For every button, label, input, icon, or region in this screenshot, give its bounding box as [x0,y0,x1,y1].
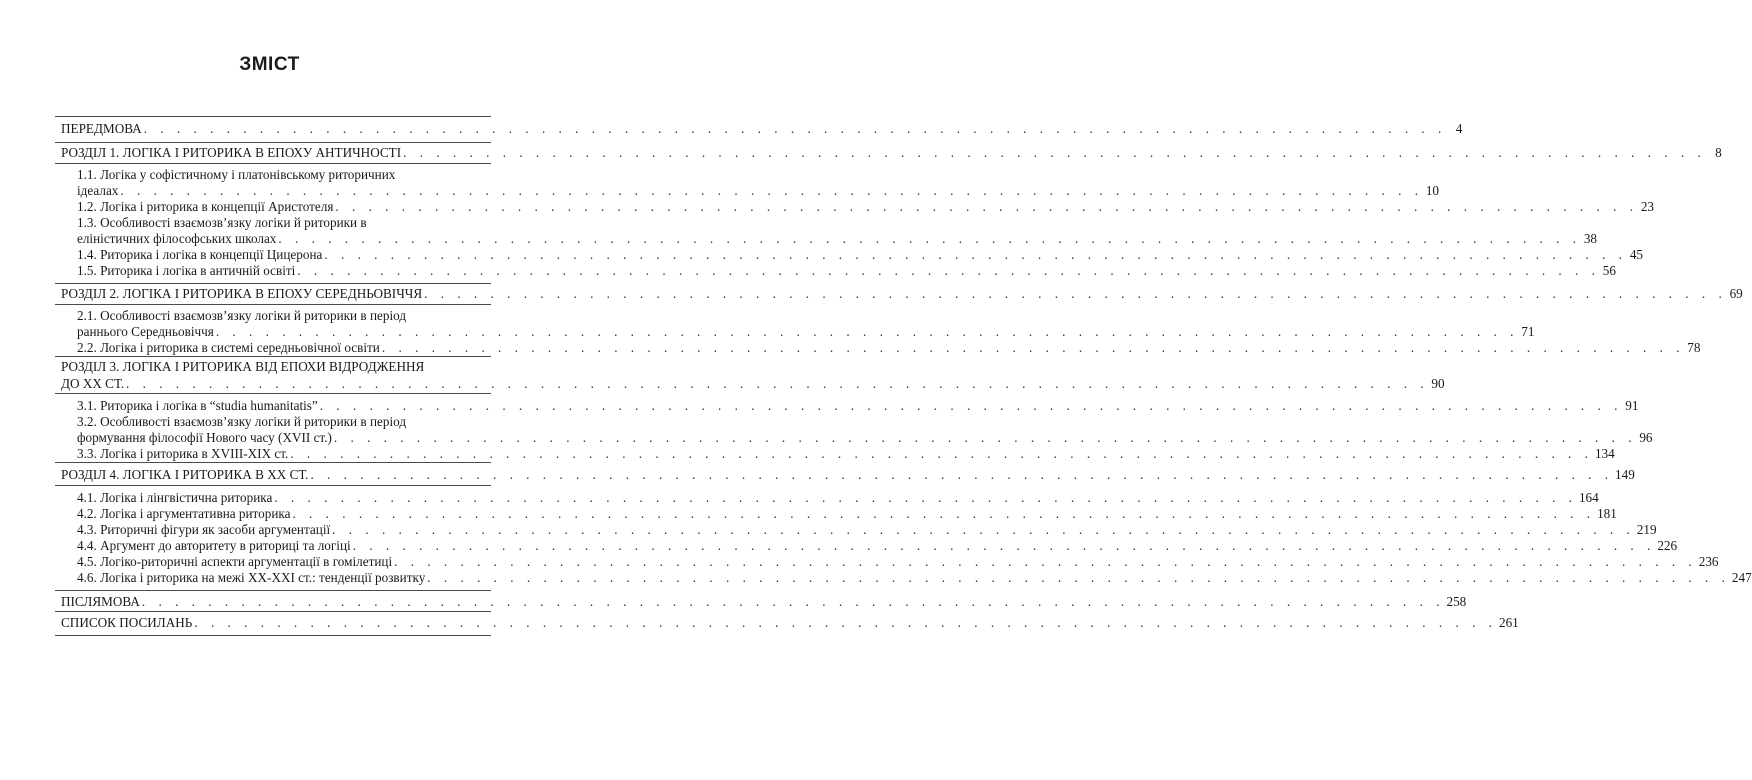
toc-entry-chapter-1[interactable] [61,145,1722,161]
toc-page-number: 261 [1498,615,1519,630]
toc-entry-2-1-line1[interactable]: 2.1. Особливості взаємозв’язку логіки й риторики в період [77,308,407,323]
dot-leader: . . . . . . . . . . . . . . . . . . . . . . . . . . . . . . . . . . . . . . . . . . . . . . . . . . . . . . . . . . . . . . . . . . . . . . . . . . . . . . . [335,199,1638,214]
dot-leader: . . . . . . . . . . . . . . . . . . . . . . . . . . . . . . . . . . . . . . . . . . . . . . . . . . . . . . . . . . . . . . . . . . . . . . . . . . . . . . . [274,490,1577,505]
toc-page-number: 71 [1521,324,1535,339]
dot-leader: . . . . . . . . . . . . . . . . . . . . . . . . . . . . . . . . . . . . . . . . . . . . . . . . . . . . . . . . . . . . . . . . . . . . . . . . . . . . . . . [427,570,1730,585]
dot-leader: . . . . . . . . . . . . . . . . . . . . . . . . . . . . . . . . . . . . . . . . . . . . . . . . . . . . . . . . . . . . . . . . . . . . . . . . . . . . . . . [394,554,1697,569]
toc-entry-1-5[interactable] [77,263,1616,279]
dot-leader: . . . . . . . . . . . . . . . . . . . . . . . . . . . . . . . . . . . . . . . . . . . . . . . . . . . . . . . . . . . . . . . . . . . . . . . . . . . . . . . [290,446,1593,461]
toc-entry-title: 4.1. Логіка і лінгвістична риторика [77,490,273,505]
toc-entry-3-2[interactable] [77,430,1653,446]
dot-leader: . . . . . . . . . . . . . . . . . . . . . . . . . . . . . . . . . . . . . . . . . . . . . . . . . . . . . . . . . . . . . . . . . . . . . . . . . . . . . . . [352,538,1656,553]
toc-entry-4-3[interactable] [77,522,1657,538]
divider [55,283,491,284]
toc-entry-references[interactable] [61,615,1519,631]
dot-leader: . . . . . . . . . . . . . . . . . . . . . . . . . . . . . . . . . . . . . . . . . . . . . . . . . . . . . . . . . . . . . . . . . . . . . . . . . . . . . . . [310,467,1614,482]
divider [55,356,491,357]
dot-leader: . . . . . . . . . . . . . . . . . . . . . . . . . . . . . . . . . . . . . . . . . . . . . . . . . . . . . . . . . . . . . . . . . . . . . . . . . . . . . . . [292,506,1596,521]
dot-leader: . . . . . . . . . . . . . . . . . . . . . . . . . . . . . . . . . . . . . . . . . . . . . . . . . . . . . . . . . . . . . . . . . . . . . . . . . . . . . . . [319,398,1623,413]
toc-page-number: 181 [1597,506,1617,521]
divider [55,635,491,636]
toc-entry-4-2[interactable] [77,506,1617,522]
toc-entry-title: 4.2. Логіка і аргументативна риторика [77,506,291,521]
toc-page-number: 149 [1615,467,1635,482]
dot-leader: . . . . . . . . . . . . . . . . . . . . . . . . . . . . . . . . . . . . . . . . . . . . . . . . . . . . . . . . . . . . . . . . . . . . . . . . . . . . . . . [381,340,1685,355]
toc-entry-1-3-line1[interactable]: 1.3. Особливості взаємозв’язку логіки й риторики в [77,215,367,230]
toc-entry-title: 1.2. Логіка і риторика в концепції Аристотеля [77,199,334,214]
toc-page-number: 78 [1687,340,1701,355]
toc-entry-preface[interactable] [61,121,1463,137]
toc-page-number: 134 [1594,446,1615,461]
divider [55,462,491,463]
toc-page-number: 91 [1625,398,1639,413]
toc-entry-title: 4.3. Риторичні фігури як засоби аргументації [77,522,331,537]
dot-leader: . . . . . . . . . . . . . . . . . . . . . . . . . . . . . . . . . . . . . . . . . . . . . . . . . . . . . . . . . . . . . . . . . . . . . . . . . . . . . . . [332,522,1635,537]
dot-leader: . . . . . . . . . . . . . . . . . . . . . . . . . . . . . . . . . . . . . . . . . . . . . . . . . . . . . . . . . . . . . . . . . . . . . . . . . . . . . . . [403,145,1706,160]
toc-entry-3-2-line1[interactable]: 3.2. Особливості взаємозв’язку логіки й риторики в період [77,414,407,429]
toc-entry-title: ПІСЛЯМОВА [61,594,140,609]
toc-page-number: 56 [1602,263,1616,278]
toc-entry-1-1-line1[interactable]: 1.1. Логіка у софістичному і платонівському риторичних [77,167,396,182]
toc-entry-4-4[interactable] [77,538,1678,554]
toc-page-number: 23 [1640,199,1654,214]
divider [55,590,491,591]
dot-leader: . . . . . . . . . . . . . . . . . . . . . . . . . . . . . . . . . . . . . . . . . . . . . . . . . . . . . . . . . . . . . . . . . . . . . . . . . . . . . . . [424,286,1727,301]
toc-entry-title: 4.6. Логіка і риторика на межі XX-XXI ст.: тенденції розвитку [77,570,426,585]
toc-entry-title: ДО XX СТ. [61,376,124,391]
toc-entry-title: 1.4. Риторика і логіка в концепції Цицерона [77,247,323,262]
toc-page-number: 247 [1731,570,1752,585]
toc-entry-chapter-2[interactable] [61,286,1743,302]
dot-leader: . . . . . . . . . . . . . . . . . . . . . . . . . . . . . . . . . . . . . . . . . . . . . . . . . . . . . . . . . . . . . . . . . . . . . . . . . . . . . . . [141,594,1445,609]
toc-page-number: 8 [1715,145,1722,160]
page-title: ЗМІСТ [239,54,300,75]
toc-entry-title: ідеалах [77,183,119,198]
divider [55,163,491,164]
toc-entry-2-1[interactable] [77,324,1535,340]
toc-page-number: 258 [1446,594,1467,609]
divider [55,393,491,394]
toc-entry-4-5[interactable] [77,554,1719,570]
toc-entry-1-3[interactable] [77,231,1598,247]
toc-entry-title: РОЗДІЛ 1. ЛОГІКА І РИТОРИКА В ЕПОХУ АНТИЧНОСТІ [61,145,402,160]
toc-entry-chapter-3[interactable] [61,376,1445,392]
divider [55,142,491,143]
toc-entry-3-1[interactable] [77,398,1639,414]
toc-entry-title: 3.3. Логіка і риторика в XVIII-XIX ст. [77,446,289,461]
toc-entry-title: 2.2. Логіка і риторика в системі середньовічної освіти [77,340,380,355]
toc-page-number: 90 [1431,376,1445,391]
dot-leader: . . . . . . . . . . . . . . . . . . . . . . . . . . . . . . . . . . . . . . . . . . . . . . . . . . . . . . . . . . . . . . . . . . . . . . . . . . . . . . . [143,121,1447,136]
dot-leader: . . . . . . . . . . . . . . . . . . . . . . . . . . . . . . . . . . . . . . . . . . . . . . . . . . . . . . . . . . . . . . . . . . . . . . . . . . . . . . . [297,263,1600,278]
toc-entry-chapter-3-line1[interactable]: РОЗДІЛ 3. ЛОГІКА І РИТОРИКА ВІД ЕПОХИ ВІДРОДЖЕННЯ [61,359,425,374]
toc-entry-title: раннього Середньовіччя [77,324,214,339]
toc-entry-chapter-4[interactable] [61,467,1635,483]
toc-entry-title: еліністичних філософських школах [77,231,277,246]
toc-page-number: 96 [1639,430,1653,445]
toc-entry-title: СПИСОК ПОСИЛАНЬ [61,615,193,630]
dot-leader: . . . . . . . . . . . . . . . . . . . . . . . . . . . . . . . . . . . . . . . . . . . . . . . . . . . . . . . . . . . . . . . . . . . . . . . . . . . . . . . [120,183,1423,198]
dot-leader: . . . . . . . . . . . . . . . . . . . . . . . . . . . . . . . . . . . . . . . . . . . . . . . . . . . . . . . . . . . . . . . . . . . . . . . . . . . . . . . [194,615,1497,630]
toc-entry-2-2[interactable] [77,340,1701,356]
toc-page-number: 69 [1729,286,1743,301]
dot-leader: . . . . . . . . . . . . . . . . . . . . . . . . . . . . . . . . . . . . . . . . . . . . . . . . . . . . . . . . . . . . . . . . . . . . . . . . . . . . . . . [324,247,1627,262]
toc-page-number: 236 [1698,554,1719,569]
divider [55,485,491,486]
toc-page-number: 226 [1657,538,1678,553]
dot-leader: . . . . . . . . . . . . . . . . . . . . . . . . . . . . . . . . . . . . . . . . . . . . . . . . . . . . . . . . . . . . . . . . . . . . . . . . . . . . . . . [278,231,1582,246]
toc-entry-afterword[interactable] [61,594,1467,610]
toc-page-number: 219 [1636,522,1657,537]
toc-page-number: 4 [1455,121,1463,136]
toc-entry-title: 4.4. Аргумент до авторитету в риториці та логіці [77,538,351,553]
toc-entry-title: РОЗДІЛ 4. ЛОГІКА І РИТОРИКА В XX СТ. [61,467,309,482]
divider [55,116,491,117]
toc-entry-title: ПЕРЕДМОВА [61,121,142,136]
toc-page-number: 45 [1629,247,1643,262]
toc-entry-1-4[interactable] [77,247,1643,263]
dot-leader: . . . . . . . . . . . . . . . . . . . . . . . . . . . . . . . . . . . . . . . . . . . . . . . . . . . . . . . . . . . . . . . . . . . . . . . . . . . . . . . [333,430,1637,445]
toc-entry-4-6[interactable] [77,570,1752,586]
toc-page-number: 38 [1583,231,1598,246]
toc-page-number: 10 [1425,183,1439,198]
toc-entry-3-3[interactable] [77,446,1615,462]
toc-page-number: 164 [1578,490,1599,505]
divider [55,304,491,305]
toc-entry-title: РОЗДІЛ 2. ЛОГІКА І РИТОРИКА В ЕПОХУ СЕРЕДНЬОВІЧЧЯ [61,286,423,301]
toc-entry-title: 1.5. Риторика і логіка в античній освіті [77,263,296,278]
dot-leader: . . . . . . . . . . . . . . . . . . . . . . . . . . . . . . . . . . . . . . . . . . . . . . . . . . . . . . . . . . . . . . . . . . . . . . . . . . . . . . . [215,324,1519,339]
divider [55,611,491,612]
toc-entry-1-2[interactable] [77,199,1654,215]
toc-entry-4-1[interactable] [77,490,1599,506]
toc-entry-1-1[interactable] [77,183,1439,199]
dot-leader: . . . . . . . . . . . . . . . . . . . . . . . . . . . . . . . . . . . . . . . . . . . . . . . . . . . . . . . . . . . . . . . . . . . . . . . . . . . . . . . [126,376,1429,391]
toc-entry-title: 3.1. Риторика і логіка в “studia humanitatis” [77,398,318,413]
toc-entry-title: формування філософії Нового часу (XVII ст.) [77,430,332,445]
toc-entry-title: 4.5. Логіко-риторичні аспекти аргументації в гомілетиці [77,554,393,569]
